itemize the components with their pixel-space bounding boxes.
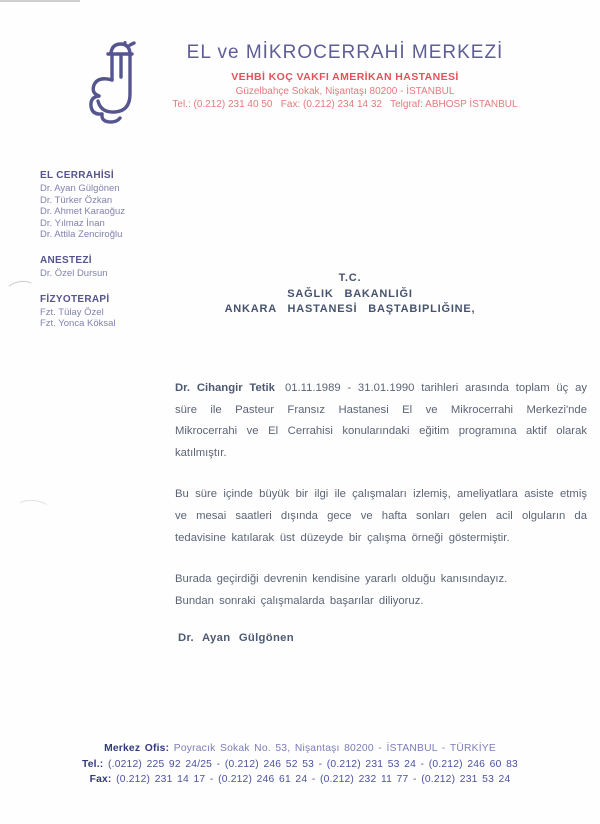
- staff-section-heading: FİZYOTERAPİ: [40, 293, 110, 305]
- staff-member: Dr. Türker Özkan: [40, 194, 113, 206]
- letterhead-contact: Tel.: (0.212) 231 40 50 Fax: (0.212) 234 14 32 Telgraf: ABHOSP İSTANBUL: [172, 99, 518, 110]
- tel-label: Tel.:: [82, 758, 104, 770]
- staff-section-hand-surgery: [40, 170, 190, 241]
- footer-office-line: [0, 741, 600, 757]
- staff-member: Dr. Ayan Gülgönen: [40, 183, 120, 194]
- tel-numbers: (.0212) 225 92 24/25 - (0.212) 246 52 53 - (0.212) 231 53 24 - (0.212) 246 60 83: [108, 758, 518, 770]
- hospital-subtitle: VEHBİ KOÇ VAKFI AMERİKAN HASTANESİ: [231, 71, 459, 83]
- recipient-line: SAĞLIK BAKANLIĞI: [287, 287, 413, 300]
- staff-member: Fzt. Tülay Özel: [40, 306, 104, 318]
- letter-footer: [0, 741, 600, 788]
- paragraph-1-text: 01.11.1989 - 31.01.1990 tarihleri arasında toplam üç ay süre ile Pasteur Fransız Hastanesi El ve Mikrocerrahi Merkezi'nde Mikrocerrahi ve El Cerrahisi konularındaki eğitim programına aktif olarak katılmıştır.: [175, 382, 587, 459]
- staff-member: Fzt. Yonca Köksal: [40, 318, 116, 330]
- footer-fax-line: [0, 772, 600, 788]
- paragraph-3-line-2: Bundan sonraki çalışmalarda başarılar diliyoruz.: [175, 594, 424, 607]
- signature-name: Dr. Ayan Gülgönen: [178, 632, 294, 644]
- staff-sidebar: [40, 170, 190, 344]
- office-label: Merkez Ofis:: [104, 743, 170, 754]
- staff-member: Dr. Ahmet Karaoğuz: [40, 206, 126, 218]
- scan-edge-artifact: [0, 0, 80, 2]
- fax-label: Fax:: [89, 774, 112, 786]
- recipient-line: ANKARA HASTANESİ BAŞTABIPLIĞINE,: [224, 303, 476, 315]
- recipient-block: [150, 271, 550, 318]
- paragraph-3-line-1: Burada geçirdiği devrenin kendisine yararlı olduğu kanısındayız.: [175, 573, 508, 586]
- paragraph-2: Bu süre içinde büyük bir ilgi ile çalışmaları izlemiş, ameliyatlara asiste etmiş ve mesai saatleri dışında gece ve hafta sonları gelen acil olguların da tedavisine katılarak üst düzeyde bir çalışma örneği göstermiştir.: [175, 488, 587, 544]
- staff-member: Dr. Yılmaz İnan: [40, 217, 105, 229]
- staff-member: Dr. Attila Zenciroğlu: [40, 229, 123, 241]
- staff-section-heading: EL CERRAHİSİ: [40, 170, 114, 181]
- paragraph-1: [175, 378, 587, 464]
- scan-mark-artifact: [15, 499, 50, 517]
- letterhead: [100, 42, 590, 110]
- footer-tel-line: [0, 757, 600, 773]
- scan-mark-artifact: [5, 279, 37, 301]
- staff-section-heading: ANESTEZİ: [40, 254, 92, 266]
- staff-member: Dr. Özel Dursun: [40, 267, 108, 279]
- fax-numbers: (0.212) 231 14 17 - (0.212) 246 61 24 - (0.212) 232 11 77 - (0.212) 231 53 24: [116, 774, 511, 786]
- clinic-title: EL ve MİKROCERRAHİ MERKEZİ: [186, 42, 504, 63]
- letter-body: [175, 378, 587, 612]
- office-address: Poyracık Sokak No. 53, Nişantaşı 80200 - İSTANBUL - TÜRKİYE: [173, 743, 496, 754]
- trainee-name: Dr. Cihangir Tetik: [175, 382, 275, 394]
- recipient-line: T.C.: [338, 272, 362, 284]
- letterhead-address: Güzelbahçe Sokak, Nişantaşı 80200 - İSTANBUL: [235, 86, 455, 97]
